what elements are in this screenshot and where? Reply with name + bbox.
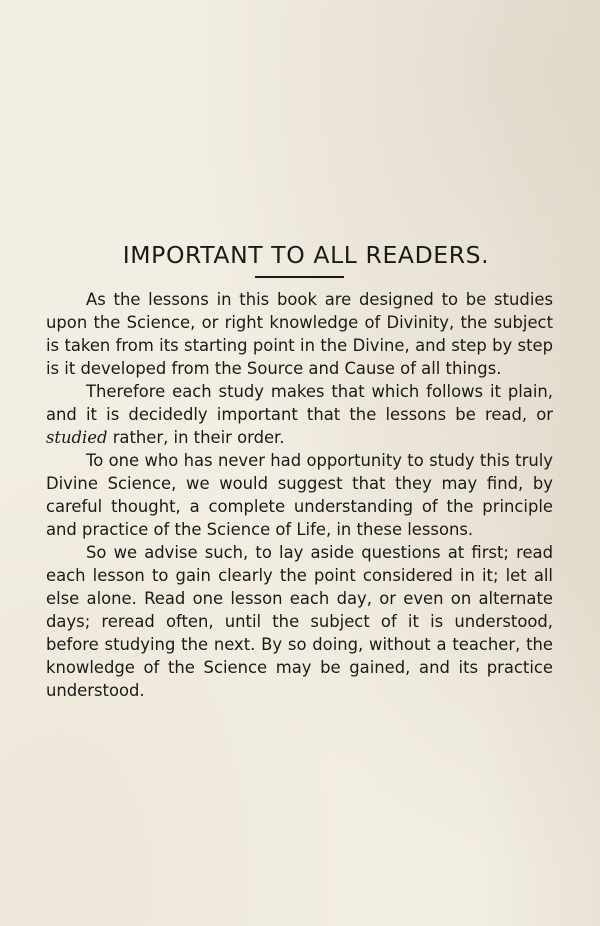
emphasis-word: studied — [46, 428, 108, 447]
page-heading: IMPORTANT TO ALL READERS. — [122, 241, 490, 269]
heading-underline-rule — [255, 276, 344, 278]
paragraph-4: So we advise such, to lay aside questions at first; read each lesson to gain clearly the point considered in it; let all else alone. Read one lesson each day, or even on alternate days; reread often, until the subject of it is understood, before studying the next. By so doing, without a teacher, the knowledge of the Science may be gained, and its practice understood. — [46, 543, 553, 700]
paragraph-2 — [46, 380, 553, 449]
paragraph-1: As the lessons in this book are designed to be studies upon the Science, or right knowledge of Divinity, the subject is taken from its starting point in the Divine, and step by step is it developed from the Source and Cause of all things. — [46, 290, 553, 378]
paragraph-3: To one who has never had opportunity to study this truly Divine Science, we would suggest that they may find, by careful thought, a complete understanding of the principle and practice of the Science of Life, in these lessons. — [46, 451, 553, 539]
paragraph-2-text-end: rather, in their order. — [107, 428, 285, 447]
body-text — [46, 288, 553, 702]
paragraph-2-text-start: Therefore each study makes that which follows it plain, and it is decidedly important that the lessons be read, or — [46, 382, 553, 424]
